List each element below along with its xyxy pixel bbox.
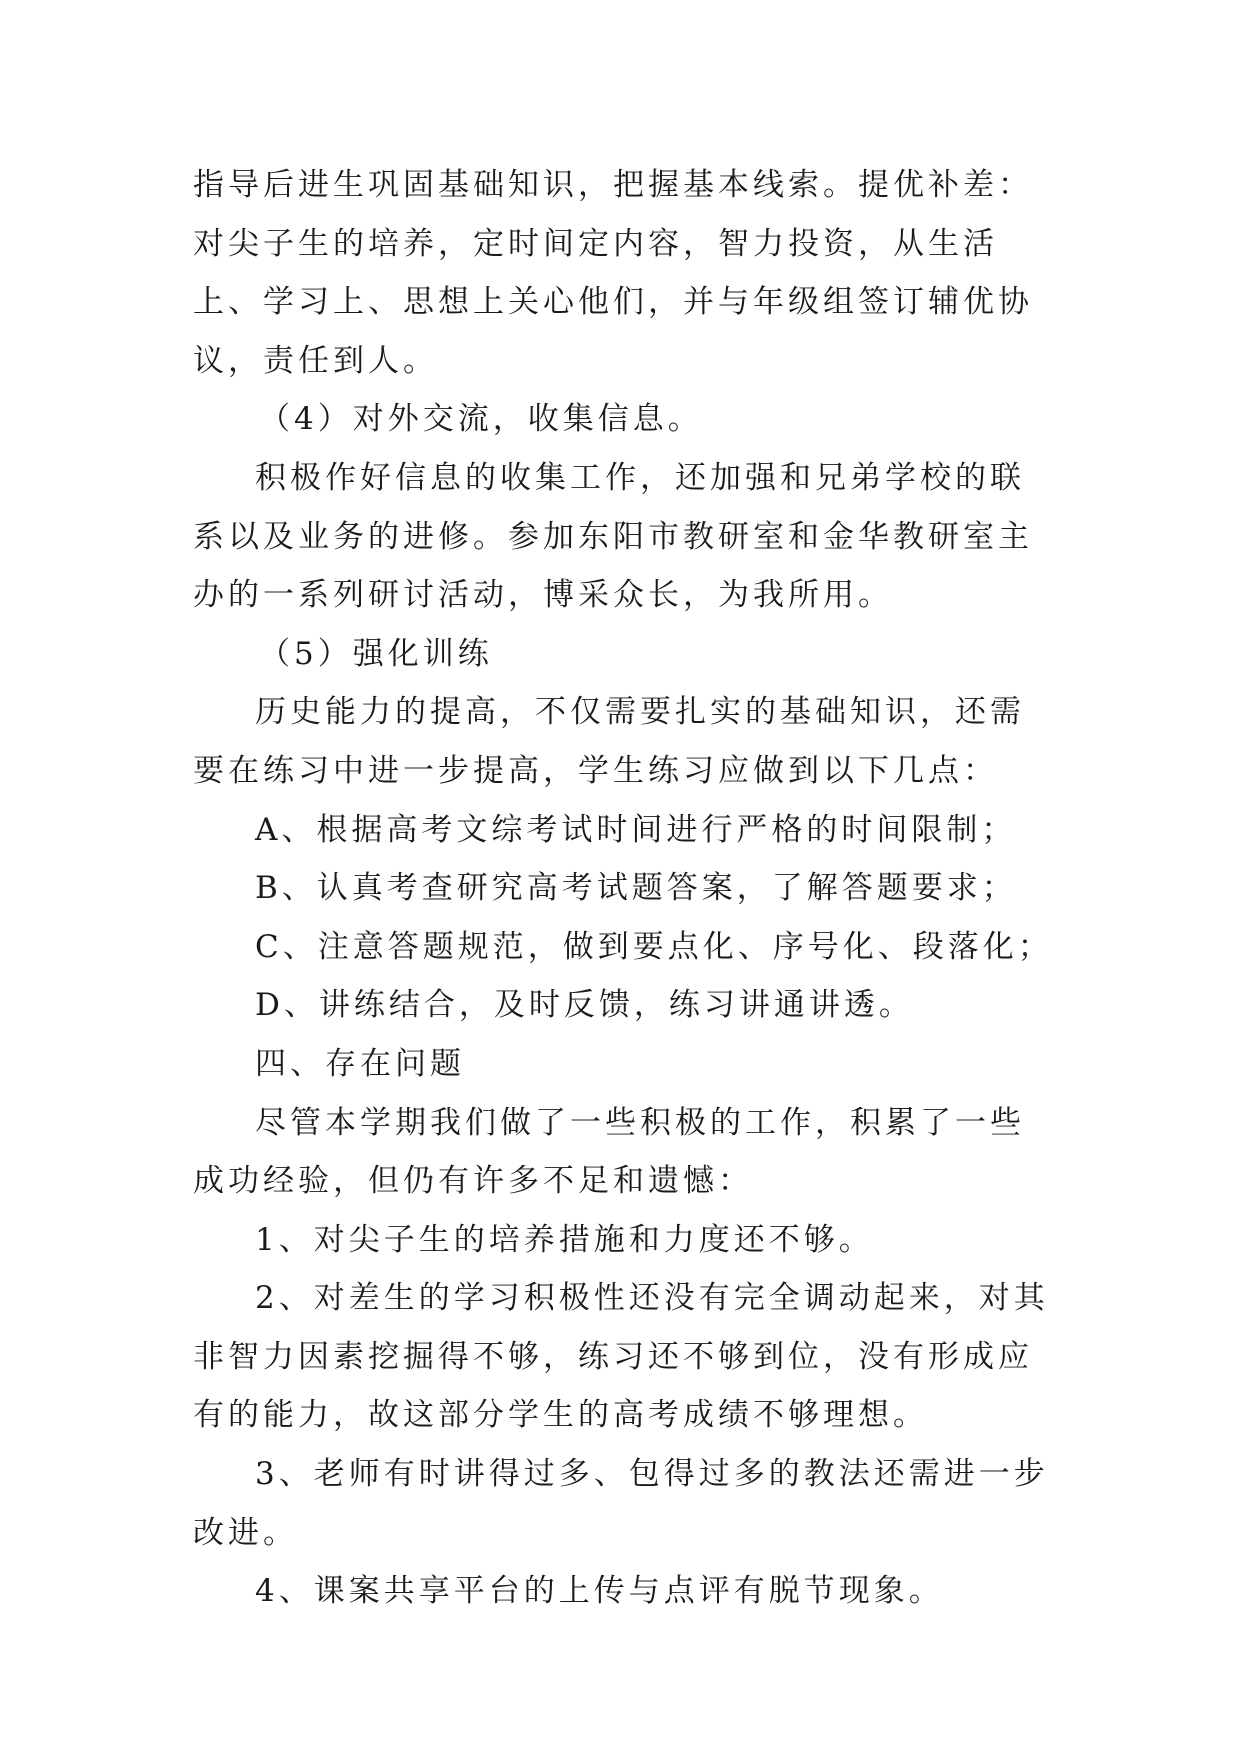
problem-item-4: 4、课案共享平台的上传与点评有脱节现象。 <box>255 1573 944 1610</box>
problem-item-2: 2、对差生的学习积极性还没有完全调动起来，对其非智力因素挖掘得不够，练习还不够到位，没有形成应有的能力，故这部分学生的高考成绩不够理想。 <box>193 1280 1049 1434</box>
subheading-intensive-training: （5）强化训练 <box>259 635 493 672</box>
problem-item-1: 1、对尖子生的培养措施和力度还不够。 <box>255 1221 874 1258</box>
paragraph-information-collection: 积极作好信息的收集工作，还加强和兄弟学校的联系以及业务的进修。参加东阳市教研室和金华教研室主办的一系列研讨活动，博采众长，为我所用。 <box>193 459 1033 614</box>
paragraph-support-students: 指导后进生巩固基础知识，把握基本线索。提优补差：对尖子生的培养，定时间定内容，智力投资，从生活上、学习上、思想上关心他们，并与年级组签订辅优协议，责任到人。 <box>193 167 1033 379</box>
list-item-c: C、注意答题规范，做到要点化、序号化、段落化； <box>255 928 1053 965</box>
subheading-external-exchange: （4）对外交流，收集信息。 <box>259 401 703 438</box>
section-heading-problems: 四、存在问题 <box>255 1045 465 1082</box>
list-item-b: B、认真考查研究高考试题答案，了解答题要求； <box>255 870 1017 907</box>
list-item-d: D、讲练结合，及时反馈，练习讲通讲透。 <box>255 987 914 1024</box>
paragraph-ability-improvement: 历史能力的提高，不仅需要扎实的基础知识，还需要在练习中进一步提高，学生练习应做到以下几点： <box>193 694 1025 789</box>
document-body <box>193 156 1055 1621</box>
list-item-a: A、根据高考文综考试时间进行严格的时间限制； <box>255 811 1017 848</box>
problem-item-3: 3、老师有时讲得过多、包得过多的教法还需进一步改进。 <box>193 1456 1049 1551</box>
paragraph-problems-intro: 尽管本学期我们做了一些积极的工作，积累了一些成功经验，但仍有许多不足和遗憾： <box>193 1104 1025 1200</box>
